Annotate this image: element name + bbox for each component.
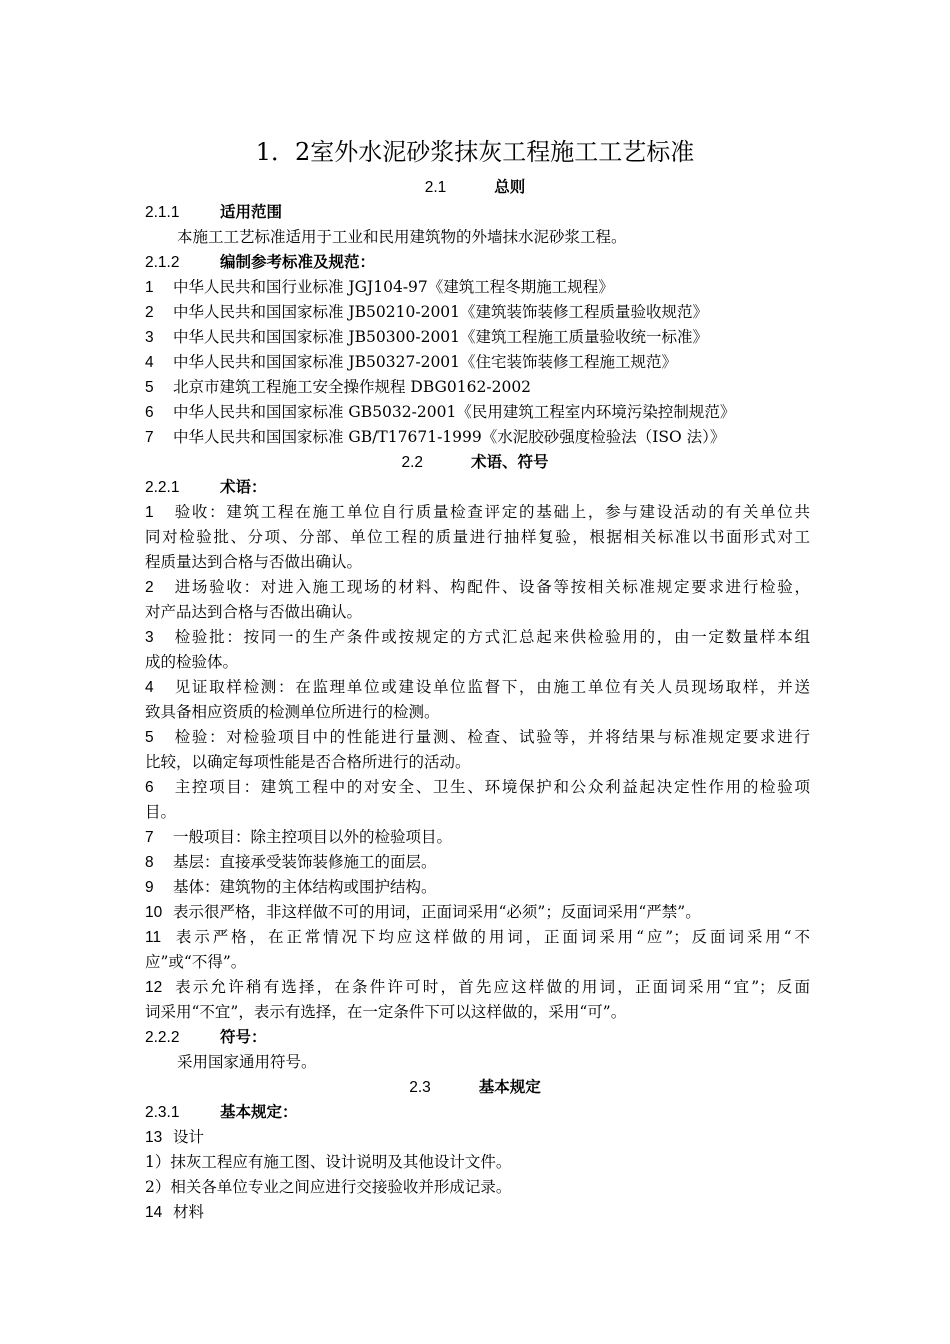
item-number: 8 xyxy=(145,854,154,871)
section-number: 2.1 xyxy=(424,179,447,196)
term-item-line: 比较，以确定每项性能是否合格所进行的活动。 xyxy=(145,753,471,771)
section-title: 术语、符号 xyxy=(471,453,549,471)
reference-item xyxy=(145,400,810,425)
section-number: 2.2 xyxy=(401,454,424,471)
item-text: 一般项目：除主控项目以外的检验项目。 xyxy=(173,828,453,846)
term-item-line: 对产品达到合格与否做出确认。 xyxy=(145,603,363,621)
item-text: 检验：对检验项目中的性能进行量测、检查、试验等，并将结果与标准规定要求进行 xyxy=(173,728,810,746)
item-number: 1 xyxy=(145,504,154,521)
item-text: 主控项目：建筑工程中的对安全、卫生、环境保护和公众利益起决定性作用的检验项 xyxy=(173,778,810,796)
item-text: 基体：建筑物的主体结构或围护结构。 xyxy=(173,878,437,896)
subsection-number: 2.3.1 xyxy=(145,1104,180,1121)
subsection-number: 2.1.2 xyxy=(145,254,180,271)
item-number: 12 xyxy=(145,979,163,996)
rule-item xyxy=(145,1200,810,1225)
term-item-line xyxy=(145,675,810,700)
item-number: 10 xyxy=(145,904,163,921)
term-item-line xyxy=(145,825,810,850)
item-text: 中华人民共和国国家标准 GB/T17671-1999《水泥胶砂强度检验法（ISO 法）》 xyxy=(173,428,726,446)
subsection-number: 2.2.1 xyxy=(145,479,180,496)
term-item-line xyxy=(145,975,810,1000)
item-number: 6 xyxy=(145,779,154,796)
item-number: 4 xyxy=(145,354,154,371)
item-text: 北京市建筑工程施工安全操作规程 DBG0162-2002 xyxy=(173,378,532,396)
item-number: 3 xyxy=(145,329,154,346)
subsection-heading-2-1-1 xyxy=(145,200,810,225)
item-number: 13 xyxy=(145,1129,163,1146)
subsection-title: 编制参考标准及规范： xyxy=(220,253,376,271)
term-item-line: 程质量达到合格与否做出确认。 xyxy=(145,553,363,571)
item-number: 5 xyxy=(145,729,154,746)
item-text: 检验批：按同一的生产条件或按规定的方式汇总起来供检验用的，由一定数量样本组 xyxy=(173,628,810,646)
term-item-line: 致具备相应资质的检测单位所进行的检测。 xyxy=(145,703,440,721)
item-text: 表示允许稍有选择，在条件许可时，首先应这样做的用词，正面词采用“宜”；反面 xyxy=(173,978,810,996)
item-text: 中华人民共和国国家标准 JB50300-2001《建筑工程施工质量验收统一标准》 xyxy=(173,328,709,346)
term-item-line xyxy=(145,625,810,650)
subsection-heading-2-2-1 xyxy=(145,475,810,500)
term-item-line: 应”或“不得”。 xyxy=(145,953,247,971)
paragraph-scope: 本施工工艺标准适用于工业和民用建筑物的外墙抹水泥砂浆工程。 xyxy=(177,228,627,246)
section-heading-2-1 xyxy=(0,175,950,200)
item-text: 基层：直接承受装饰装修施工的面层。 xyxy=(173,853,437,871)
term-item-line xyxy=(145,725,810,750)
section-heading-2-3 xyxy=(0,1075,950,1100)
item-number: 6 xyxy=(145,404,154,421)
term-item-line xyxy=(145,575,810,600)
subsection-title: 基本规定： xyxy=(220,1103,298,1121)
item-number: 1 xyxy=(145,279,154,296)
subsection-number: 2.1.1 xyxy=(145,204,180,221)
item-text: 中华人民共和国国家标准 GB5032-2001《民用建筑工程室内环境污染控制规范》 xyxy=(173,403,736,421)
term-item-line xyxy=(145,500,810,525)
term-item-line xyxy=(145,875,810,900)
term-item-line: 同对检验批、分项、分部、单位工程的质量进行抽样复验，根据相关标准以书面形式对工 xyxy=(145,528,810,546)
item-number: 7 xyxy=(145,829,154,846)
section-title: 基本规定 xyxy=(478,1078,541,1096)
subsection-title: 符号： xyxy=(220,1028,267,1046)
subsection-heading-2-3-1 xyxy=(145,1100,810,1125)
item-number: 9 xyxy=(145,879,154,896)
subsection-title: 适用范围 xyxy=(220,203,283,221)
item-number: 14 xyxy=(145,1204,163,1221)
term-item-line xyxy=(145,900,810,925)
term-item-line xyxy=(145,925,810,950)
item-number: 5 xyxy=(145,379,154,396)
item-text: 见证取样检测：在监理单位或建设单位监督下，由施工单位有关人员现场取样，并送 xyxy=(173,678,810,696)
paragraph-symbols: 采用国家通用符号。 xyxy=(177,1053,317,1071)
item-number: 2 xyxy=(145,579,154,596)
item-number: 7 xyxy=(145,429,154,446)
item-number: 3 xyxy=(145,629,154,646)
item-text: 设计 xyxy=(173,1128,205,1146)
item-number: 2 xyxy=(145,304,154,321)
subsection-heading-2-1-2 xyxy=(145,250,810,275)
subsection-number: 2.2.2 xyxy=(145,1029,180,1046)
section-title: 总则 xyxy=(494,178,526,196)
document-title: 1．2室外水泥砂浆抹灰工程施工工艺标准 xyxy=(255,138,695,166)
term-item-line xyxy=(145,850,810,875)
item-text: 中华人民共和国国家标准 JB50327-2001《住宅装饰装修工程施工规范》 xyxy=(173,353,678,371)
item-text: 中华人民共和国国家标准 JB50210-2001《建筑装饰装修工程质量验收规范》 xyxy=(173,303,709,321)
reference-item xyxy=(145,375,810,400)
term-item-line: 词采用“不宜”，表示有选择，在一定条件下可以这样做的，采用“可”。 xyxy=(145,1003,627,1021)
term-item-line: 目。 xyxy=(145,803,177,821)
item-text: 表示严格，在正常情况下均应这样做的用词，正面词采用“应”；反面词采用“不 xyxy=(173,928,810,946)
subsection-title: 术语： xyxy=(220,478,267,496)
section-number: 2.3 xyxy=(409,1079,431,1096)
item-number: 4 xyxy=(145,679,154,696)
term-item-line: 成的检验体。 xyxy=(145,653,239,671)
item-text: 材料 xyxy=(173,1203,205,1221)
rule-subitem: 2）相关各单位专业之间应进行交接验收并形成记录。 xyxy=(145,1178,512,1196)
item-text: 表示很严格，非这样做不可的用词，正面词采用“必须”；反面词采用“严禁”。 xyxy=(173,903,701,921)
subsection-heading-2-2-2 xyxy=(145,1025,810,1050)
item-text: 验收：建筑工程在施工单位自行质量检查评定的基础上，参与建设活动的有关单位共 xyxy=(173,503,810,521)
reference-item xyxy=(145,275,810,300)
reference-item xyxy=(145,325,810,350)
reference-item xyxy=(145,425,810,450)
rule-item xyxy=(145,1125,810,1150)
item-text: 中华人民共和国行业标准 JGJ104-97《建筑工程冬期施工规程》 xyxy=(173,278,614,296)
section-heading-2-2 xyxy=(0,450,950,475)
reference-item xyxy=(145,300,810,325)
item-number: 11 xyxy=(145,929,162,946)
term-item-line xyxy=(145,775,810,800)
rule-subitem: 1）抹灰工程应有施工图、设计说明及其他设计文件。 xyxy=(145,1153,512,1171)
reference-item xyxy=(145,350,810,375)
item-text: 进场验收：对进入施工现场的材料、构配件、设备等按相关标准规定要求进行检验， xyxy=(173,578,810,596)
